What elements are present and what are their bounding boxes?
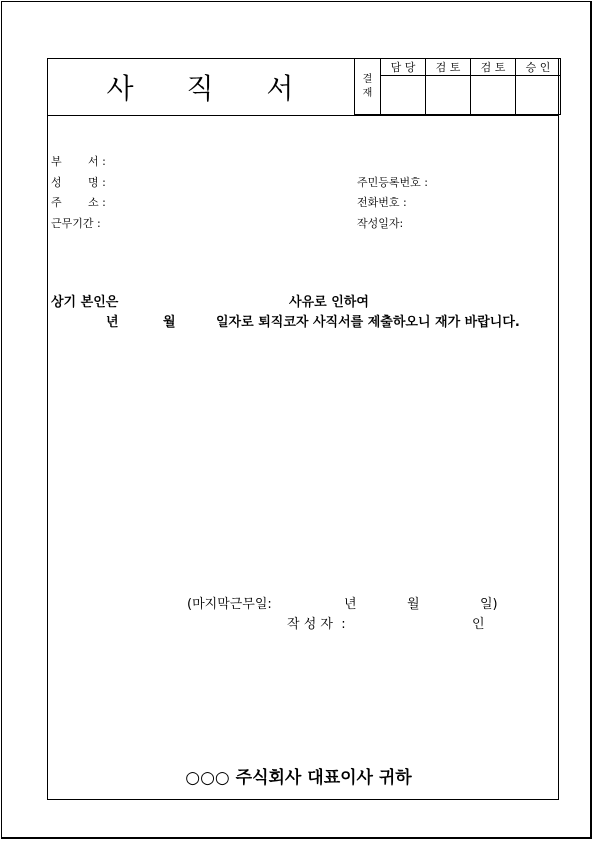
signature-box-staff[interactable] (381, 76, 426, 115)
last-work-day-month: 월 (407, 597, 420, 612)
last-work-day-label: (마지막근무일: (187, 597, 272, 612)
field-resident-number-label: 주민등록번호 : (357, 176, 428, 189)
field-dept-label-a: 부 (51, 155, 62, 168)
signature-box-approve[interactable] (516, 76, 561, 115)
addressee: ○○○ 주식회사 대표이사 귀하 (185, 768, 412, 788)
writer-label: 작 성 자 : (287, 617, 346, 632)
field-name-label-a: 성 (51, 176, 62, 189)
signature-box-review2[interactable] (471, 76, 516, 115)
document-title: 사 직 서 (106, 71, 316, 105)
field-name-label-b: 명 : (88, 176, 106, 189)
statement-line1-end: 사유로 인하여 (289, 295, 369, 310)
approval-col-review1: 검 토 (426, 59, 471, 76)
last-work-day-year: 년 (344, 597, 357, 612)
field-address-label-b: 소 : (88, 196, 106, 209)
writer-seal-mark: 인 (472, 617, 485, 632)
field-phone-label: 전화번호 : (357, 196, 407, 209)
signature-box-review1[interactable] (426, 76, 471, 115)
field-period-label: 근무기간 : (51, 217, 101, 230)
approval-col-staff: 담 당 (381, 59, 426, 76)
document-frame (47, 58, 559, 800)
statement-line2-rest: 일자로 퇴직코자 사직서를 제출하오니 재가 바랍니다. (216, 315, 520, 330)
statement-year: 년 (106, 315, 119, 330)
statement-line1-start: 상기 본인은 (51, 295, 119, 310)
approval-label: 결 재 (355, 59, 381, 115)
field-dept-label-b: 서 : (88, 155, 106, 168)
header-divider (47, 115, 559, 116)
field-date-written-label: 작성일자: (357, 217, 404, 230)
field-address-label-a: 주 (51, 196, 62, 209)
last-work-day-day: 일) (480, 597, 498, 612)
approval-table (354, 58, 561, 115)
statement-month: 월 (163, 315, 176, 330)
approval-col-review2: 검 토 (471, 59, 516, 76)
approval-col-approve: 승 인 (516, 59, 561, 76)
